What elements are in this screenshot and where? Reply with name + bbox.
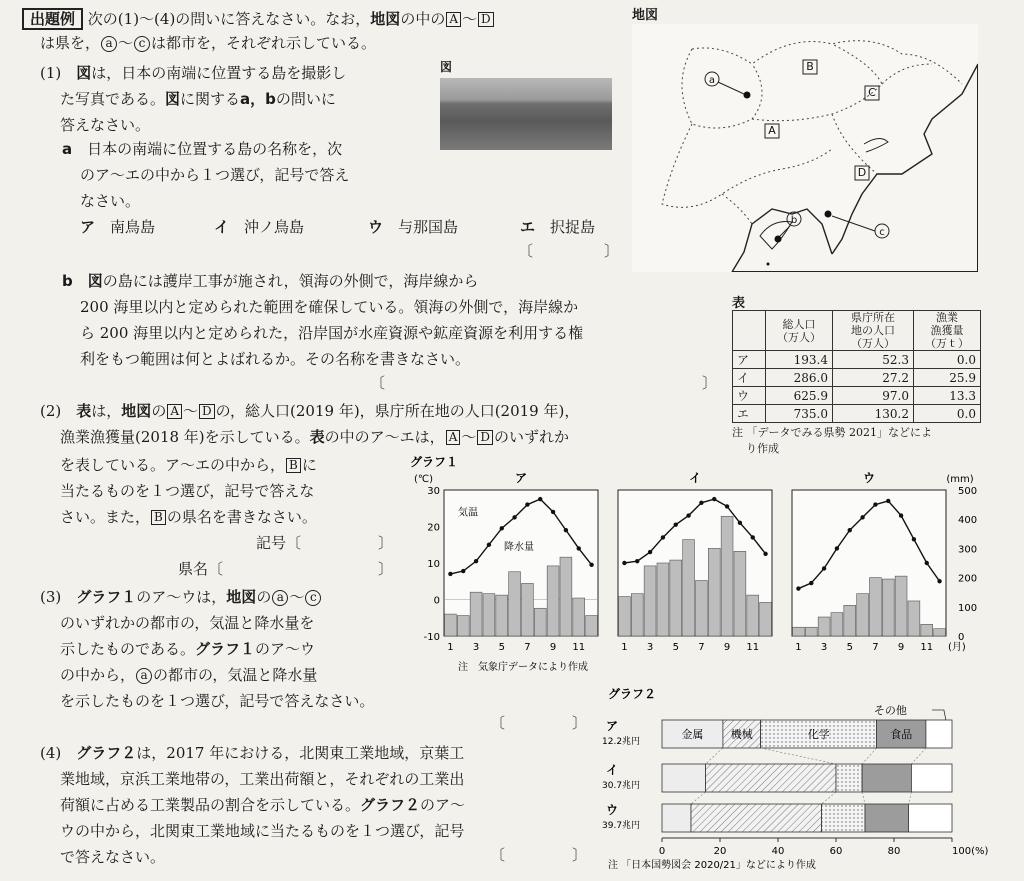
graph2-tick-label: 20 xyxy=(713,846,727,857)
q1-line-1: (1) 図は，日本の南端に位置する島を撮影し xyxy=(40,64,347,82)
graph1-x-tick: 1 xyxy=(447,642,454,653)
graph2-tick-label: 80 xyxy=(887,846,901,857)
graph1-left-tick: 30 xyxy=(427,486,440,497)
q1b-line-2: 200 海里以内と定められた範囲を確保している。領海の外側で，海岸線か xyxy=(80,298,579,316)
small-island-dot xyxy=(767,263,770,266)
choice-u: ウ 与那国島 xyxy=(368,218,459,236)
temp-point xyxy=(725,504,729,508)
q2-kigo-close: 〕 xyxy=(378,534,394,552)
graph1-left-axis xyxy=(424,486,440,643)
temp-point xyxy=(474,559,478,563)
graph1-x-tick: 11 xyxy=(572,642,586,653)
graph1-x-tick: 3 xyxy=(646,642,654,653)
temp-point xyxy=(525,502,529,506)
temp-point xyxy=(712,497,716,501)
precip-bar xyxy=(483,594,495,636)
q2-kigo-answer[interactable]: 記号〔 xyxy=(256,534,302,552)
precip-bar xyxy=(683,540,695,636)
graph1-right-tick: 500 xyxy=(958,486,978,497)
temp-point xyxy=(848,528,852,532)
graph2-segment xyxy=(911,764,952,792)
graph2-segment xyxy=(862,764,911,792)
graph2-segment xyxy=(836,764,862,792)
q3-answer-close: 〕 xyxy=(572,714,588,732)
graph1-x-tick: 9 xyxy=(549,642,557,653)
map-label-A: A xyxy=(768,124,776,137)
table-row: ウ 625.9 97.0 13.3 xyxy=(733,387,981,405)
graph1-x-tick: 7 xyxy=(872,642,879,653)
precip-bar xyxy=(534,608,546,636)
q2-line-4: 当たるものを１つ選び，記号で答えな xyxy=(60,482,315,500)
table-row: イ 286.0 27.2 25.9 xyxy=(733,369,981,387)
graph2-connector xyxy=(706,748,723,764)
graph2-row-label: ア xyxy=(606,719,619,733)
precip-bar xyxy=(882,579,894,636)
graph2-segment xyxy=(706,764,837,792)
precip-bar xyxy=(857,594,869,636)
city-a-label: a xyxy=(708,75,716,86)
graph1-right-tick: 200 xyxy=(958,573,978,585)
graph1-x-tick: 3 xyxy=(820,642,828,653)
graph1-x-tick: 1 xyxy=(621,642,628,653)
table-note-1: 注 「データでみる県勢 2021」などによ xyxy=(732,426,932,439)
table-title: 表 xyxy=(732,296,746,311)
graph2 xyxy=(600,684,995,874)
q1a-line-1: a 日本の南端に位置する島の名称を，次 xyxy=(62,140,343,158)
precip-bar xyxy=(560,557,572,636)
temp-point xyxy=(648,550,652,554)
choice-i: イ 沖ノ鳥島 xyxy=(214,218,305,236)
precip-bar xyxy=(805,627,817,636)
precip-bar xyxy=(696,581,708,636)
city-a-dot xyxy=(744,92,751,99)
temp-point xyxy=(751,535,755,539)
precip-bar xyxy=(445,614,457,636)
q3-line-2: のいずれかの都市の，気温と降水量を xyxy=(60,614,315,632)
graph1-right-tick: 0 xyxy=(958,632,965,643)
graph1-x-tick: 11 xyxy=(746,642,760,653)
graph1-right-axis xyxy=(958,486,977,643)
graph1 xyxy=(410,452,985,674)
temp-point xyxy=(899,513,903,517)
graph2-row-label: イ xyxy=(606,763,619,777)
q3-line-4: の中から， a の都市の，気温と降水量 xyxy=(60,666,318,684)
prefecture-table xyxy=(732,310,981,423)
q4-line-5: で答えなさい。 xyxy=(60,848,166,866)
q4-line-1: (4) グラフ２は，2017 年における，北関東工業地域，京葉工 xyxy=(40,744,465,762)
precip-bar xyxy=(844,605,856,636)
q4-answer-close: 〕 xyxy=(572,846,588,864)
precip-bar xyxy=(496,595,508,636)
temp-point xyxy=(512,515,516,519)
q3-line-3: 示したものである。グラフ１のア～ウ xyxy=(60,640,316,658)
precip-bar xyxy=(657,563,669,636)
temp-point xyxy=(448,572,452,576)
precip-bar xyxy=(547,566,559,636)
q2-line-3: を表している。ア～エの中から， B に xyxy=(60,456,317,474)
temp-point xyxy=(860,515,864,519)
graph2-bars xyxy=(602,703,952,832)
q4-answer-open[interactable]: 〔 xyxy=(490,846,506,864)
precip-bar xyxy=(734,551,746,636)
temp-point xyxy=(822,566,826,570)
precip-bar xyxy=(721,516,733,636)
graph2-segment xyxy=(865,804,909,832)
graph1-x-tick: 1 xyxy=(795,642,802,653)
graph1-x-tick: 5 xyxy=(672,642,679,653)
graph2-segment-label: 化学 xyxy=(807,728,830,741)
temp-point xyxy=(925,561,929,565)
graph1-x-unit: (月) xyxy=(948,642,966,653)
graph2-total: 39.7兆円 xyxy=(602,821,641,831)
q4-line-3: 荷額に占める工業製品の割合を示している。グラフ２のア～ xyxy=(60,796,466,814)
graph1-right-tick: 300 xyxy=(958,544,978,556)
graph1-panel-label: イ xyxy=(688,471,702,485)
precip-bar xyxy=(760,602,772,636)
temp-point xyxy=(912,537,916,541)
graph1-x-tick: 5 xyxy=(498,642,505,653)
q4-line-2: 業地域，京浜工業地帯の，工業出荷額と，それぞれの工業出 xyxy=(60,770,465,788)
graph2-other-leader xyxy=(932,710,946,720)
precip-bar xyxy=(908,601,920,636)
temp-point xyxy=(551,510,555,514)
graph2-tick-label: 100(%) xyxy=(952,846,989,857)
temp-point xyxy=(564,528,568,532)
precip-bar xyxy=(747,595,759,636)
q3-answer-open[interactable]: 〔 xyxy=(490,714,506,732)
precip-bar xyxy=(470,592,482,636)
figure-label: 図 xyxy=(440,60,453,74)
graph2-title: グラフ２ xyxy=(608,687,657,701)
temp-point xyxy=(500,526,504,530)
graph1-right-tick: 400 xyxy=(958,515,978,527)
choice-a: ア 南鳥島 xyxy=(80,218,156,236)
q3-line-1: (3) グラフ１のア～ウは，地図の a ～ c xyxy=(40,584,322,611)
graph1-panel xyxy=(618,471,772,653)
temp-point xyxy=(738,521,742,525)
header-population: 総人口 （万人） xyxy=(766,311,833,351)
graph2-segment xyxy=(926,720,952,748)
temp-point xyxy=(538,497,542,501)
q1b-answer-open[interactable]: 〔 xyxy=(370,374,386,392)
graph2-segment xyxy=(822,804,866,832)
precip-bar xyxy=(631,594,643,636)
temp-point xyxy=(699,501,703,505)
graph2-connector xyxy=(761,748,836,764)
q1b-line-1: b 図の島には護岸工事が施され，領海の外側で，海岸線から xyxy=(62,272,479,290)
graph2-total: 30.7兆円 xyxy=(602,781,641,791)
table-row: エ 735.0 130.2 0.0 xyxy=(733,405,981,423)
q2-kenmei-close: 〕 xyxy=(378,560,394,578)
q1a-answer-open[interactable]: 〔 xyxy=(518,242,534,260)
temp-point xyxy=(577,546,581,550)
graph2-other-label: その他 xyxy=(873,704,907,717)
header-capital-pop: 県庁所在 地の人口 （万人） xyxy=(833,311,914,351)
choice-e: エ 択捉島 xyxy=(520,218,596,236)
table-note-2: り作成 xyxy=(746,442,779,455)
graph1-x-tick: 3 xyxy=(472,642,480,653)
precip-bar xyxy=(921,624,933,636)
q4-line-4: ウの中から，北関東工業地域に当たるものを１つ選び，記号 xyxy=(60,822,465,840)
precip-bar xyxy=(573,598,585,636)
graph1-x-tick: 7 xyxy=(698,642,705,653)
graph1-panel xyxy=(792,471,966,653)
q1b-answer-close: 〕 xyxy=(702,374,718,392)
question-tag: 出題例 xyxy=(22,8,83,30)
graph2-tick-label: 0 xyxy=(658,846,666,857)
city-b-dot xyxy=(775,236,782,243)
precip-bar xyxy=(934,629,946,636)
q2-line-1: (2) 表は，地図の A ～ D の，総人口(2019 年)，県庁所在地の人口(2019 年)， xyxy=(40,402,580,420)
graph1-left-tick: 0 xyxy=(433,595,440,607)
graph2-segment-label: 食品 xyxy=(890,728,913,741)
graph1-x-tick: 9 xyxy=(897,642,905,653)
graph1-right-unit: (mm) xyxy=(946,474,974,485)
precip-bar xyxy=(509,572,521,636)
q1-line-3: 答えなさい。 xyxy=(60,116,151,134)
temp-point xyxy=(886,499,890,503)
temp-point xyxy=(763,552,767,556)
precip-bar xyxy=(670,560,682,636)
q2-kenmei-answer[interactable]: 県名〔 xyxy=(178,560,224,578)
graph2-row-label: ウ xyxy=(606,803,619,817)
map-label-D: D xyxy=(857,166,867,179)
graph2-connector xyxy=(862,748,877,764)
graph1-right-tick: 100 xyxy=(958,602,978,614)
graph1-left-unit: (℃) xyxy=(414,474,434,485)
graph2-connector xyxy=(862,792,865,804)
precip-bar xyxy=(457,616,469,636)
q1b-line-4: 利をもつ範囲は何とよばれるか。その名称を書きなさい。 xyxy=(80,350,471,368)
graph2-segment xyxy=(662,804,691,832)
graph2-tick-label: 60 xyxy=(829,846,843,857)
graph1-x-tick: 7 xyxy=(524,642,531,653)
graph2-note: 注 「日本国勢図会 2020/21」などにより作成 xyxy=(608,860,816,871)
q1a-answer-close: 〕 xyxy=(604,242,620,260)
precip-bar xyxy=(644,566,656,636)
table-corner xyxy=(733,311,766,351)
map-title: 地図 xyxy=(632,8,659,23)
temp-point xyxy=(937,579,941,583)
graph2-segment-label: 機械 xyxy=(730,728,753,741)
table-header-row xyxy=(733,311,981,351)
temp-point xyxy=(661,535,665,539)
q2-line-5: さい。また， B の県名を書きなさい。 xyxy=(60,508,317,526)
temp-point xyxy=(635,559,639,563)
map-label-B: B xyxy=(806,60,814,73)
island-photo xyxy=(440,78,612,150)
q1a-line-2: のア～エの中から１つ選び，記号で答え xyxy=(80,166,350,184)
graph1-precip-label: 降水量 xyxy=(504,542,534,554)
kanto-map xyxy=(632,24,978,272)
graph1-x-tick: 11 xyxy=(920,642,934,653)
temp-point xyxy=(686,513,690,517)
graph1-panel-label: ウ xyxy=(862,471,876,485)
graph2-connector xyxy=(909,792,912,804)
graph2-total: 12.2兆円 xyxy=(602,737,641,747)
temp-point xyxy=(835,546,839,550)
graph1-note: 注 気象庁データにより作成 xyxy=(458,662,588,673)
temp-point xyxy=(809,581,813,585)
temp-point xyxy=(461,569,465,573)
q2-line-2: 漁業漁獲量(2018 年)を示している。表の中のア～エは， A ～ D のいずれか xyxy=(60,428,570,446)
graph1-left-tick: 10 xyxy=(427,559,440,570)
q3-line-5: を示したものを１つ選び，記号で答えなさい。 xyxy=(60,692,375,710)
temp-point xyxy=(674,522,678,526)
graph1-left-tick: 20 xyxy=(427,522,440,534)
intro-line-1: 出題例 次の(1)～(4)の問いに答えなさい。なお，地図の中の A ～ D xyxy=(22,6,495,33)
temp-point xyxy=(796,586,800,590)
precip-bar xyxy=(586,616,598,636)
graph2-segment xyxy=(909,804,953,832)
precip-bar xyxy=(522,583,534,636)
graph1-title: グラフ１ xyxy=(410,455,459,469)
precip-bar xyxy=(619,597,631,636)
graph1-left-tick: -10 xyxy=(423,632,440,643)
graph1-panels xyxy=(444,471,966,653)
graph2-tick-label: 40 xyxy=(771,846,785,857)
graph2-segment-label: 金属 xyxy=(681,728,704,741)
city-c-label: c xyxy=(879,227,885,238)
graph2-connector xyxy=(822,792,837,804)
precip-bar xyxy=(870,578,882,636)
precip-bar xyxy=(831,613,843,636)
table-row: ア 193.4 52.3 0.0 xyxy=(733,351,981,369)
graph2-segment xyxy=(691,804,822,832)
precip-bar xyxy=(895,576,907,636)
precip-bar xyxy=(818,617,830,636)
precip-bar xyxy=(793,627,805,636)
graph2-connector xyxy=(911,748,926,764)
graph1-x-tick: 5 xyxy=(846,642,853,653)
city-c-dot xyxy=(825,211,832,218)
temp-point xyxy=(589,563,593,567)
graph1-panel xyxy=(444,471,598,653)
intro-line-2: は県を， a ～ c は都市を，それぞれ示している。 xyxy=(40,34,377,52)
q1a-line-3: なさい。 xyxy=(80,192,141,210)
map-label-C: C xyxy=(868,86,876,99)
graph1-panel-label: ア xyxy=(514,471,528,485)
temp-point xyxy=(873,502,877,506)
q1-line-2: た写真である。図に関するa，bの問いに xyxy=(60,90,336,108)
graph2-connector xyxy=(691,792,706,804)
q1b-line-3: ら 200 海里以内と定められた，沿岸国が水産資源や鉱産資源を利用する権 xyxy=(80,324,584,342)
precip-bar xyxy=(708,548,720,636)
graph1-x-tick: 9 xyxy=(723,642,731,653)
graph2-segment xyxy=(662,764,706,792)
header-fish-catch: 漁業 漁獲量 （万ｔ） xyxy=(914,311,981,351)
temp-point xyxy=(622,561,626,565)
city-b-label: b xyxy=(790,215,798,226)
graph1-temp-label: 気温 xyxy=(458,507,478,519)
temp-point xyxy=(487,543,491,547)
